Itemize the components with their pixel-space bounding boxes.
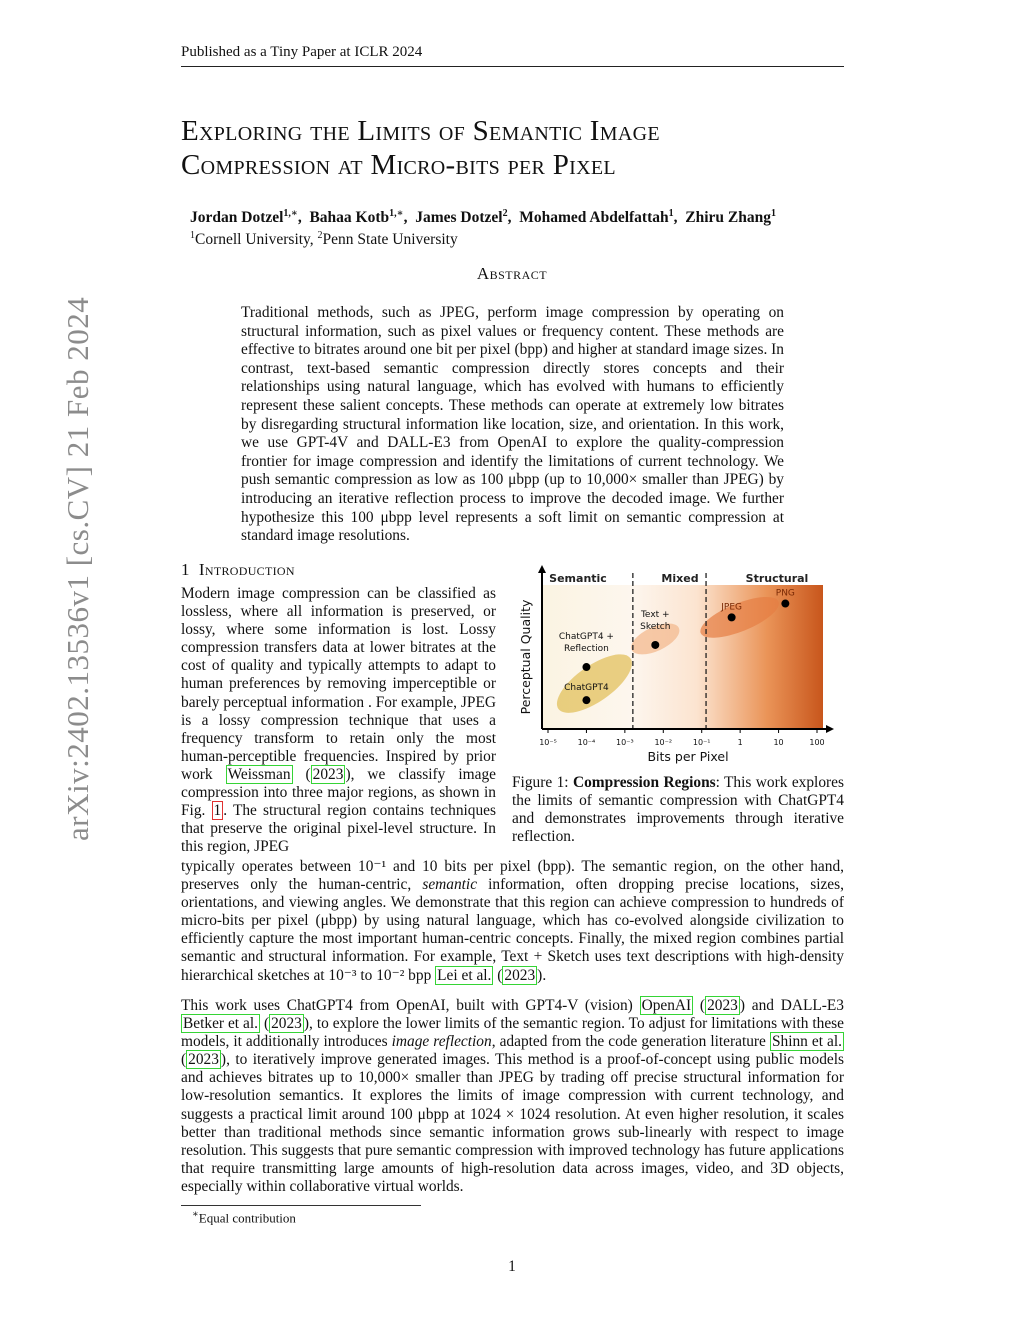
author-name: Mohamed Abdelfattah bbox=[519, 209, 669, 227]
x-tick-label: 10⁻⁴ bbox=[577, 738, 596, 747]
citation-link[interactable]: Shinn et al. bbox=[771, 1033, 842, 1051]
author-name: Zhiru Zhang bbox=[685, 209, 771, 227]
x-axis-arrow-icon bbox=[826, 725, 834, 733]
intro-paragraph-left: Modern image compression can be classified as lossless, where all information is preserved, or lossy, where some information is lost. Lossy compression transfers data at lower bitrates at the cost of quality and typically attempts to adapt to human preferences by removing imperceptible or barely perceptual information . For example, JPEG is a lossy compression technique that uses a frequency transform to retain only the most human-perceptible frequencies. Inspired by prior work Weissman ( 2023 ), we classify image compression into three major regions, as shown in Fig. 1 . The structural region contains techniques that preserve the original pixel-level structure. In this region, JPEG bbox=[181, 585, 497, 856]
intro-text: information, often dropping precise locations, sizes, orientations, and viewing angles. We demonstrate that this region can achieve compression to hundreds of micro-bits per pixel (μbpp) by using natural language, which has co-evolved alongside civilization to efficiently capture the most important human-centric concepts. Finally, the mixed region combines partial semantic and structural information. For example, Text + Sketch uses text descriptions with high-density hierarchical sketches at 10⁻³ to 10⁻² bpp bbox=[181, 876, 844, 984]
para-text: This work uses ChatGPT4 from OpenAI, built with GPT4-V (vision) bbox=[181, 997, 633, 1014]
data-point-label: Sketch bbox=[640, 621, 671, 632]
caption-label: Figure 1: bbox=[512, 774, 569, 791]
compression-regions-chart bbox=[512, 565, 844, 765]
x-tick-label: 10⁻³ bbox=[616, 738, 634, 747]
y-axis-label: Perceptual Quality bbox=[518, 599, 533, 715]
affil-sup: 2 bbox=[317, 230, 323, 241]
section-number: 1 bbox=[181, 560, 190, 579]
header-rule bbox=[181, 66, 844, 67]
author-sup: 1,∗ bbox=[389, 208, 404, 219]
figure-ref-link[interactable]: 1 bbox=[213, 802, 222, 820]
x-tick-label: 10⁻² bbox=[654, 738, 673, 747]
citation-year-link[interactable]: 2023 bbox=[271, 1015, 302, 1033]
para-text: and DALL-E3 bbox=[751, 997, 844, 1014]
author-name: Bahaa Kotb bbox=[309, 209, 390, 227]
x-tick-label: 10 bbox=[773, 738, 784, 747]
intro-text: . The structural region contains techniques that preserve the original pixel-level structure. In this region, JPEG bbox=[181, 802, 497, 856]
abstract-heading: Abstract bbox=[476, 264, 548, 283]
data-point-label: JPEG bbox=[721, 602, 742, 613]
author-sup: 1 bbox=[770, 208, 776, 219]
citation-year-link[interactable]: 2023 bbox=[312, 765, 344, 783]
affil-sup: 1 bbox=[190, 230, 195, 241]
x-axis-label: Bits per Pixel bbox=[647, 749, 729, 764]
citation-year-link[interactable]: 2023 bbox=[188, 1051, 219, 1069]
data-point-label: Text + bbox=[640, 609, 670, 620]
citation-link[interactable]: Weissman bbox=[227, 765, 291, 783]
caption-text: : This work explores the limits of semantic compression with ChatGPT4 and demonstrates improvements through iterative reflection. bbox=[512, 774, 844, 846]
citation-link[interactable]: Lei et al. bbox=[437, 966, 492, 984]
section-title: Introduction bbox=[198, 560, 295, 579]
data-point-label: PNG bbox=[775, 588, 795, 599]
footnote-text: Equal contribution bbox=[198, 1210, 296, 1226]
x-tick-label: 10⁻¹ bbox=[692, 738, 711, 747]
caption-title: Compression Regions bbox=[572, 774, 716, 791]
emphasis-text: semantic bbox=[422, 876, 478, 894]
footnote-rule bbox=[181, 1205, 421, 1206]
figure-1 bbox=[512, 565, 844, 765]
region-label: Semantic bbox=[549, 572, 607, 585]
affiliations: $^1$Cornell University, $^2$Penn State University bbox=[190, 230, 458, 249]
y-axis-arrow-icon bbox=[538, 565, 546, 573]
para-text: , to iteratively improve generated images. This method is a proof-of-concept using public models and achieves bitrates up to 10,000× smaller than JPEG by trading off precise structural information for low-resolution semantics. It explores the limits of image compression with current technology, and suggests a practical limit around 100 μbpp at 1024 × 1024 resolution. At even higher resolution, it scales better than traditional methods since semantic information grows sub-linearly with respect to image resolution. This suggests that pure semantic compression with improved technology has future applications that require transmitting large amounts of high-resolution data across images, video, and 3D objects, especially within collaborative virtual worlds. bbox=[181, 1051, 844, 1195]
author-name: James Dotzel bbox=[415, 209, 503, 227]
author-name: Jordan Dotzel bbox=[190, 209, 284, 227]
abstract-body: Traditional methods, such as JPEG, perform image compression by operating on structural information, such as pixel values or frequency content. These methods are effective to bitrates around one bit per pixel (bpp) and higher at standard image sizes. In contrast, text-based semantic compression directly stores concepts and their relationships using natural language, which has evolved with humans to efficiently represent these salient concepts. These methods can operate at extremely low bitrates by disregarding structural information like location, size, and orientation. In this work, we use GPT-4V and DALL-E3 from OpenAI to explore the quality-compression frontier for image compression and identify the limitations of current technology. We push semantic compression as low as 100 μbpp (up to 10,000× smaller than JPEG) by introducing an iterative reflection process to improve the decoded image. We further hypothesize this 100 μbpp level represents a soft limit on semantic compression at standard image resolutions. bbox=[241, 304, 784, 545]
intro-text: Modern image compression can be classified as lossless, where all information is preserved, or lossy, where some information is lost. Lossy compression transfers data at lower bitrates at the cost of quality and typically attempts to adapt to human preferences by removing imperceptible or barely perceptual information . For example, JPEG is a lossy compression technique that uses a frequency transform to retain only the most human-perceptible frequencies. Inspired by prior work bbox=[181, 585, 496, 783]
author-sup: 2 bbox=[502, 208, 508, 219]
title-line-1: Exploring the Limits of Semantic Image bbox=[181, 115, 660, 147]
affil-name: Penn State University bbox=[322, 231, 458, 249]
paper-title bbox=[181, 114, 844, 182]
intro-text: typically operates between 10⁻¹ and 10 bits per pixel (bpp). The semantic region, on the other hand, preserves only the human-centric, bbox=[181, 858, 844, 894]
affil-name: Cornell University bbox=[195, 231, 310, 249]
region-label: Structural bbox=[745, 572, 809, 585]
para-text: , adapted from the code generation literature bbox=[491, 1033, 766, 1051]
region-label: Mixed bbox=[661, 572, 699, 585]
para-text: , to explore the lower limits of the semantic region. To adjust for limitations with these models, it additionally introduces bbox=[181, 1015, 844, 1051]
second-paragraph: This work uses ChatGPT4 from OpenAI, built with GPT4-V (vision) OpenAI ( 2023 ) and DALL-E3 Betker et al. ( 2023 ), to explore the lower limits of the semantic region. To adjust for limitations with these models, it additionally introduces image reflection, adapted from the code generation literature Shinn et al. ( 2023 ), to iteratively improve generated images. This method is a proof-of-concept using public models and achieves bitrates up to 10,000× smaller than JPEG by trading off precise structural information for low-resolution semantics. It explores the limits of image compression with current technology, and suggests a practical limit around 100 μbpp at 1024 × 1024 resolution. At even higher resolution, it scales better than traditional methods since semantic information grows sub-linearly with respect to image resolution. This suggests that pure semantic compression with improved technology has future applications that require transmitting large amounts of high-resolution data across images, video, and 3D objects, especially within collaborative virtual worlds. bbox=[181, 997, 844, 1195]
citation-year-link[interactable]: 2023 bbox=[504, 966, 536, 984]
data-point bbox=[781, 600, 789, 608]
section-heading-introduction bbox=[181, 560, 295, 580]
figure-caption bbox=[512, 774, 844, 846]
x-tick-label: 10⁻⁵ bbox=[539, 738, 557, 747]
data-point-label: Reflection bbox=[564, 644, 609, 655]
x-tick-label: 1 bbox=[737, 738, 743, 747]
author-sup: 1,∗ bbox=[283, 208, 298, 219]
intro-paragraph-full: typically operates between 10⁻¹ and 10 bits per pixel (bpp). The semantic region, on the other hand, preserves only the human-centric, semantic information, often dropping precise locations, sizes, orientations, and viewing angles. We demonstrate that this region can achieve compression to hundreds of micro-bits per pixel (μbpp) by using natural language, which has co-evolved alongside civilization to efficiently capture the most important human-centric concepts. Finally, the mixed region combines partial semantic and structural information. For example, Text + Sketch uses text descriptions with high-density hierarchical sketches at 10⁻³ to 10⁻² bpp Lei et al. ( 2023 ). bbox=[181, 858, 844, 984]
citation-link[interactable]: OpenAI bbox=[641, 997, 692, 1014]
citation-link[interactable]: Betker et al. bbox=[183, 1015, 258, 1033]
footnote bbox=[192, 1209, 296, 1226]
data-point bbox=[582, 663, 590, 671]
title-line-2: Compression at Micro-bits per Pixel bbox=[181, 149, 616, 181]
intro-text: , we classify image compression into three major regions, as shown in Fig. bbox=[181, 765, 496, 820]
intro-text: . bbox=[542, 966, 547, 984]
arxiv-identifier[interactable]: arXiv:2402.13536v1 [cs.CV] 21 Feb 2024 bbox=[60, 296, 95, 841]
page-number: 1 bbox=[508, 1258, 516, 1275]
author-list: Jordan Dotzel$^{1,∗}$, Bahaa Kotb$^{1,∗}$, James Dotzel$^2$, Mohamed Abdelfattah$^1$, Zhiru Zhang$^1$ bbox=[190, 208, 776, 227]
data-point bbox=[728, 613, 736, 621]
author-sup: 1 bbox=[668, 208, 674, 219]
x-tick-label: 100 bbox=[809, 738, 825, 747]
data-point bbox=[651, 641, 659, 649]
emphasis-text: image reflection bbox=[391, 1033, 492, 1051]
data-point bbox=[582, 696, 590, 704]
footnote-mark: ∗ bbox=[192, 1209, 199, 1220]
data-point-label: ChatGPT4 + bbox=[558, 632, 614, 643]
running-head: Published as a Tiny Paper at ICLR 2024 bbox=[181, 44, 423, 60]
data-point-label: ChatGPT4 bbox=[564, 683, 609, 694]
citation-year-link[interactable]: 2023 bbox=[707, 997, 738, 1014]
